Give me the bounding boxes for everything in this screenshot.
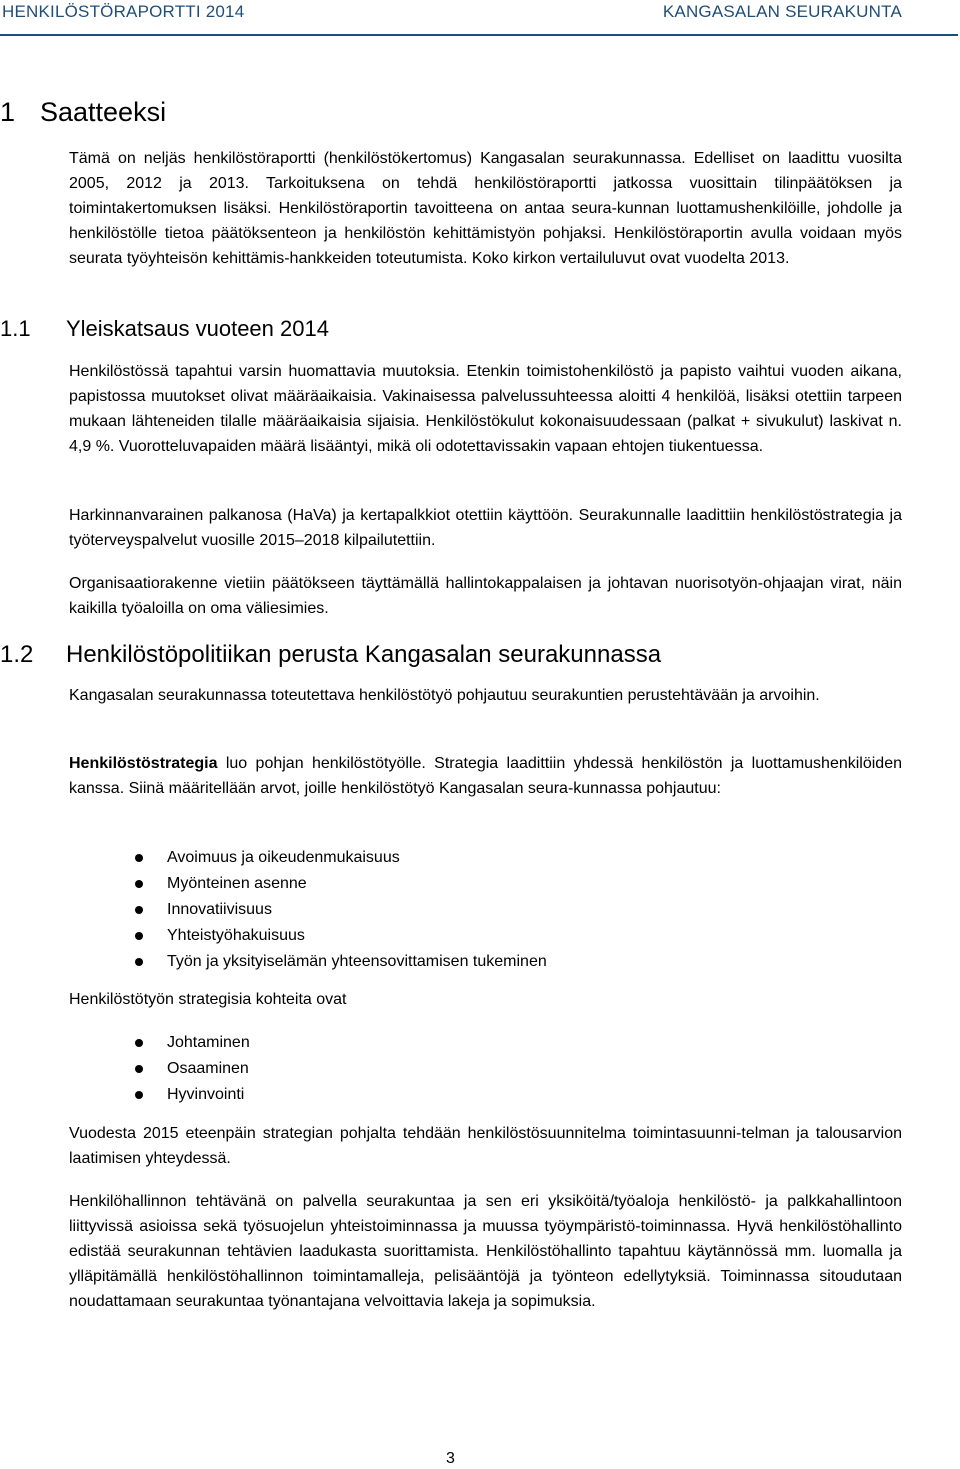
- section-1-2-title: Henkilöstöpolitiikan perusta Kangasalan seurakunnassa: [66, 641, 662, 668]
- list-item-text: Osaaminen: [167, 1060, 249, 1077]
- values-list: [69, 845, 547, 975]
- targets-list: [69, 1030, 250, 1108]
- bullet-icon: [135, 880, 143, 888]
- list-item: [69, 845, 547, 871]
- list-item-text: Myönteinen asenne: [167, 875, 307, 892]
- bullet-icon: [135, 1065, 143, 1073]
- bullet-icon: [135, 932, 143, 940]
- list-item: [69, 1030, 250, 1056]
- header-organization: KANGASALAN SEURAKUNTA: [662, 2, 902, 21]
- list-item-text: Innovatiivisuus: [167, 901, 272, 918]
- list-item-text: Työn ja yksityiselämän yhteensovittamisen tukeminen: [167, 953, 547, 970]
- list-item: [69, 871, 547, 897]
- list-item-text: Yhteistyöhakuisuus: [167, 927, 305, 944]
- list-item: [69, 923, 547, 949]
- list-item-text: Johtaminen: [167, 1034, 250, 1051]
- targets-intro: Henkilöstötyön strategisia kohteita ovat: [69, 991, 347, 1008]
- section-1-2-heading: [0, 641, 661, 669]
- page-header: [0, 0, 960, 36]
- section-1-1-title: Yleiskatsaus vuoteen 2014: [66, 316, 329, 341]
- section-1-title: Saatteeksi: [40, 97, 167, 127]
- section-1-paragraph: Tämä on neljäs henkilöstöraportti (henkilöstökertomus) Kangasalan seurakunnassa. Edelliset on laadittu vuosilta 2005, 2012 ja 2013. Tarkoituksena on tehdä henkilöstöraportti jatkossa vuosittain tilinpäätöksen ja toimintakertomuksen lisäksi. Henkilöstöraportin tavoitteena on antaa seura-kunnan luottamushenkilöille, johdolle ja henkilöstölle tietoa päätöksenteon ja henkilöstön kehittämistyön pohjaksi. Henkilöstöraportin avulla voidaan myös seurata työyhteisön kehittämis-hankkeiden toteutumista. Koko kirkon vertailuluvut ovat vuodelta 2013.: [69, 150, 902, 267]
- bullet-icon: [135, 854, 143, 862]
- list-item: [69, 1056, 250, 1082]
- header-report-title: HENKILÖSTÖRAPORTTI 2014: [2, 2, 245, 21]
- list-item-text: Avoimuus ja oikeudenmukaisuus: [167, 849, 400, 866]
- list-item: [69, 897, 547, 923]
- strategy-term: Henkilöstöstrategia: [69, 755, 218, 772]
- section-1-2-number: 1.2: [0, 641, 34, 668]
- list-item: [69, 1082, 250, 1108]
- bullet-icon: [135, 906, 143, 914]
- header-divider: [0, 34, 958, 36]
- section-1-1-paragraph-2: Harkinnanvarainen palkanosa (HaVa) ja kertapalkkiot otettiin käyttöön. Seurakunnalle laadittiin henkilöstöstrategia ja työterveyspalvelut vuosille 2015–2018 kilpailutettiin.: [69, 507, 902, 549]
- section-1-heading: [0, 97, 166, 128]
- bullet-icon: [135, 958, 143, 966]
- section-1-1-paragraph-3: Organisaatiorakenne vietiin päätökseen täyttämällä hallintokappalaisen ja johtavan nuorisotyön-ohjaajan virat, näin kaikilla työaloilla on oma väliesimies.: [69, 575, 902, 617]
- list-item: [69, 949, 547, 975]
- section-1-1-heading: [0, 316, 329, 342]
- bullet-icon: [135, 1091, 143, 1099]
- section-1-2-paragraph-1: Kangasalan seurakunnassa toteutettava henkilöstötyö pohjautuu seurakuntien perustehtävään ja arvoihin.: [69, 687, 820, 704]
- section-1-1-paragraph-1: Henkilöstössä tapahtui varsin huomattavia muutoksia. Etenkin toimistohenkilöstö ja papisto vaihtui vuoden aikana, papistossa muutokset olivat määräaikaisia. Vakinaisessa palvelussuhteessa aloitti 4 henkilöä, lisäksi otettiin tarpeen mukaan lähteneiden tilalle määräaikaisia sijaisia. Henkilöstökulut kokonaisuudessaan (palkat + sivukulut) laskivat n. 4,9 %. Vuorotteluvapaiden määrä lisääntyi, mikä oli odotettavissakin vapaan ehtojen tiukentuessa.: [69, 363, 902, 455]
- section-1-1-number: 1.1: [0, 316, 31, 341]
- section-1-2-paragraph-3: Vuodesta 2015 eteenpäin strategian pohjalta tehdään henkilöstösuunnitelma toimintasuunni-telman ja talousarvion laatimisen yhteydessä.: [69, 1125, 902, 1167]
- section-1-2-paragraph-4: Henkilöhallinnon tehtävänä on palvella seurakuntaa ja sen eri yksiköitä/työaloja henkilöstö- ja palkkahallintoon liittyvissä asioissa sekä työsuojelun yhteistoiminnassa ja muussa työympäristö-toiminnassa. Hyvä henkilöstöhallinto edistää seurakunnan tehtävien laadukasta suorittamista. Henkilöstöhallinto tapahtuu käytännössä mm. luomalla ja ylläpitämällä henkilöstöhallinnon toimintamalleja, pelisääntöjä ja työnteon edellytyksiä. Toiminnassa sitoudutaan noudattamaan seurakuntaa työnantajana velvoittavia lakeja ja sopimuksia.: [69, 1193, 902, 1310]
- section-1-number: 1: [0, 97, 16, 127]
- bullet-icon: [135, 1039, 143, 1047]
- strategy-description: luo pohjan henkilöstötyölle. Strategia laadittiin yhdessä henkilöstön ja luottamushenkilöiden kanssa. Siinä määritellään arvot, joille henkilöstötyö Kangasalan seura-kunnassa pohjautuu:: [69, 755, 902, 797]
- section-1-2-paragraph-2: [69, 751, 902, 801]
- list-item-text: Hyvinvointi: [167, 1086, 245, 1103]
- page-number: 3: [446, 1450, 455, 1467]
